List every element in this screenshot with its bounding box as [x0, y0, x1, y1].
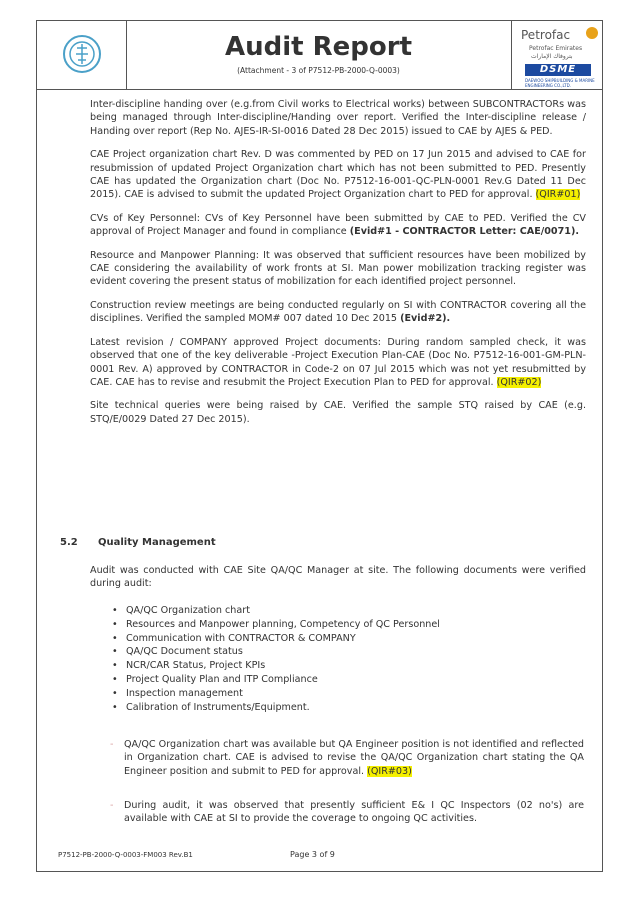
paragraph-meetings	[90, 299, 586, 326]
petrofac-sub: Petrofac Emirates	[529, 45, 583, 52]
finding-inspectors	[110, 799, 584, 826]
paragraph-text: Construction review meetings are being conducted regularly on SI with CONTRACTOR covering all the disciplines. Verified the sampled MOM# 007 dated 10 Dec 2015	[90, 299, 586, 325]
paragraph-org-chart	[90, 148, 586, 202]
paragraph-stq: Site technical queries were being raised by CAE. Verified the sample STQ raised by CAE (e.g. STQ/E/0029 Dated 27 Dec 2015).	[90, 400, 586, 425]
list-item: • Calibration of Instruments/Equipment.	[112, 701, 440, 715]
document-header	[36, 20, 603, 90]
qir-tag: (QIR#02)	[496, 376, 542, 388]
paragraph-text: CVs of Key Personnel: CVs of Key Personnel have been submitted by CAE to PED. Verified the CV approval of Project Manager and found in compliance	[90, 212, 586, 238]
dash-marker: -	[110, 800, 114, 811]
evidence-ref: (Evid#1 - CONTRACTOR Letter: CAE/0071).	[349, 226, 579, 238]
body-content	[90, 98, 586, 436]
title-cell	[126, 20, 512, 90]
client-logo-cell	[36, 20, 127, 90]
list-item: • QA/QC Organization chart	[112, 604, 440, 618]
finding-text: During audit, it was observed that presently sufficient E& I QC Inspectors (02 no's) are available with CAE at SI to provide the coverage to ongoing QC activities.	[124, 800, 584, 825]
petrofac-name: Petrofac	[521, 28, 571, 42]
document-subtitle: (Attachment - 3 of P7512-PB-2000-Q-0003)	[237, 66, 400, 75]
document-title: Audit Report	[224, 32, 412, 62]
dash-marker: -	[110, 739, 114, 750]
paragraph-text: CAE Project organization chart Rev. D was commented by PED on 17 Jun 2015 and advised to CAE for resubmission of updated Project Organization chart which has not been submitted to PED. Presently CAE has updated the Organization chart (Doc No. P7512-16-001-QC-PLN-0001 Rev.G Dated 11 Dec 2015). CAE is advised to submit the updated Project Organization chart to PED for approval.	[90, 149, 586, 201]
footer-page-number: Page 3 of 9	[290, 850, 335, 859]
dsme-logo: DSME	[525, 64, 591, 76]
paragraph-manpower: Resource and Manpower Planning: It was observed that sufficient resources have been mobilized by CAE considering the availability of work fronts at SI. Man power mobilization tracking register was evident covering the present status of mobilization for each identified project personnel.	[90, 249, 586, 288]
list-item: • Communication with CONTRACTOR & COMPANY	[112, 632, 440, 646]
list-item: • Resources and Manpower planning, Competency of QC Personnel	[112, 618, 440, 632]
list-item: • Inspection management	[112, 687, 440, 701]
evidence-ref: (Evid#2).	[400, 313, 451, 325]
finding-org-chart	[110, 738, 584, 778]
qir-tag: (QIR#03)	[367, 765, 412, 777]
section-intro: Audit was conducted with CAE Site QA/QC Manager at site. The following documents were verified during audit:	[90, 565, 586, 590]
section-number: 5.2	[60, 537, 78, 548]
finding-text: QA/QC Organization chart was available but QA Engineer position is not identified and reflected in Organization chart. CAE is advised to revise the QA/QC Organization chart stating the QA Engineer position and submit to PED for approval.	[124, 739, 584, 777]
paragraph-handover: Inter-discipline handing over (e.g.from Civil works to Electrical works) between SUBCONTRACTORs was being managed through Inter-discipline/Handing over report. Verified the Inter-discipline release / Handing over report (Rep No. AJES-IR-SI-0016 Dated 28 Dec 2015) issued to CAE by AJES & PED.	[90, 99, 586, 137]
list-item: • Project Quality Plan and ITP Compliance	[112, 673, 440, 687]
dsme-sub: DAEWOO SHIPBUILDING & MARINE ENGINEERING CO.,LTD.	[525, 78, 595, 88]
paragraph-cvs	[90, 212, 586, 239]
list-item: • NCR/CAR Status, Project KPIs	[112, 659, 440, 673]
section-heading	[60, 537, 216, 548]
bapco-logo-icon	[62, 34, 102, 74]
section-title: Quality Management	[98, 537, 216, 548]
brand-cell	[511, 20, 603, 90]
list-item: • QA/QC Document status	[112, 645, 440, 659]
verified-documents-list	[112, 604, 440, 714]
paragraph-text: Latest revision / COMPANY approved Project documents: During random sampled check, it was observed that one of the key deliverable -Project Execution Plan-CAE (Doc No. P7512-16-001-GM-PLN-0001 Rev. A) approved by CONTRACTOR in Code-2 on 07 Jul 2015 which was not yet resubmitted by CAE. CAE has to revise and resubmit the Project Execution Plan to PED for approval.	[90, 336, 586, 388]
paragraph-documents	[90, 336, 586, 390]
qir-tag: (QIR#01)	[535, 189, 581, 201]
footer-doc-ref: P7512-PB-2000-Q-0003-FM003 Rev.B1	[58, 851, 193, 859]
petrofac-logo-icon	[586, 27, 598, 39]
petrofac-arabic: بتروفاك الإمارات	[531, 53, 573, 60]
